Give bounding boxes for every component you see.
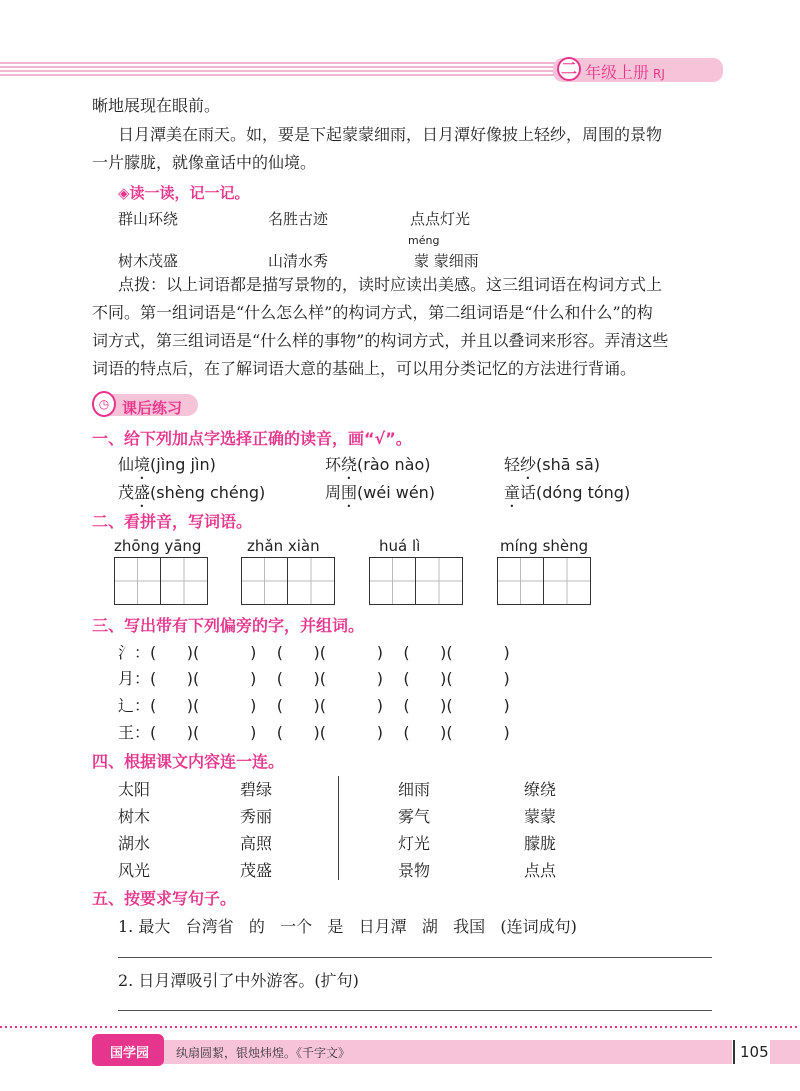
grid-cell[interactable] — [161, 558, 207, 604]
exercise-badge-label: 课后练习 — [122, 399, 183, 417]
writing-grid[interactable] — [497, 557, 591, 605]
question-1-title: 一、给下列加点字选择正确的读音，画“√”。 — [92, 429, 412, 448]
answer-line[interactable] — [118, 957, 712, 958]
sentence-task-1: 1. 最大 台湾省 的 一个 是 日月潭 湖 我国 (连词成句) — [118, 917, 577, 936]
match-item[interactable]: 风光 — [118, 861, 151, 880]
pinyin-hint: méng — [408, 234, 440, 247]
radical-row[interactable]: 辶：( )( ) ( )( ) ( )( ) — [118, 696, 510, 715]
choice-item[interactable]: 环绕(rào nào) — [325, 455, 431, 474]
grid-cell[interactable] — [242, 558, 288, 604]
logo-text: 国学园 — [110, 1046, 150, 1061]
phrase: 名胜古迹 — [268, 210, 329, 228]
footer-divider — [0, 1026, 800, 1028]
match-item[interactable]: 太阳 — [118, 780, 151, 799]
question-3-title: 三、写出带有下列偏旁的字，并组词。 — [92, 616, 365, 635]
text-line: 一片朦胧，就像童话中的仙境。 — [92, 153, 317, 172]
pinyin-label: zhǎn xiàn — [247, 537, 320, 555]
answer-line[interactable] — [118, 1010, 712, 1011]
grid-cell[interactable] — [115, 558, 161, 604]
pinyin-label: huá lì — [379, 537, 421, 555]
phrase: 点点灯光 — [410, 210, 471, 228]
question-4-title: 四、根据课文内容连一连。 — [92, 752, 285, 771]
grade-label: 年级上册 RJ — [585, 63, 665, 82]
text-line: 晰地展现在眼前。 — [92, 96, 221, 115]
match-item[interactable]: 点点 — [524, 861, 557, 880]
tip-line: 不同。第一组词语是“什么怎么样”的构词方式，第二组词语是“什么和什么”的构 — [92, 303, 653, 322]
grid-cell[interactable] — [288, 558, 334, 604]
grade-circle: 二 — [557, 57, 581, 81]
footer-quote: 纨扇圆絜，银烛炜煌。《千字文》 — [176, 1046, 351, 1060]
page-bar — [733, 1040, 735, 1064]
pinyin-label: zhōng yāng — [114, 537, 202, 555]
match-item[interactable]: 细雨 — [398, 780, 431, 799]
writing-grid[interactable] — [369, 557, 463, 605]
page-tab — [770, 1040, 800, 1064]
match-item[interactable]: 缭绕 — [524, 780, 557, 799]
radical-row[interactable]: 月：( )( ) ( )( ) ( )( ) — [118, 669, 510, 688]
header-stripe — [0, 62, 560, 76]
phrase: 群山环绕 — [118, 210, 179, 228]
match-item[interactable]: 秀丽 — [240, 807, 273, 826]
text-line: 日月潭美在雨天。如，要是下起蒙蒙细雨，日月潭好像披上轻纱，周围的景物 — [118, 125, 663, 144]
edition-label: RJ — [653, 67, 665, 81]
phrase: 树木茂盛 — [118, 252, 179, 270]
match-item[interactable]: 碧绿 — [240, 780, 273, 799]
pinyin-label: míng shèng — [500, 537, 589, 555]
writing-grid[interactable] — [241, 557, 335, 605]
phrase: 山清水秀 — [268, 252, 329, 270]
match-item[interactable]: 朦胧 — [524, 834, 557, 853]
question-5-title: 五、按要求写句子。 — [92, 889, 237, 908]
writing-grid[interactable] — [114, 557, 208, 605]
question-2-title: 二、看拼音，写词语。 — [92, 512, 253, 531]
radical-row[interactable]: 王：( )( ) ( )( ) ( )( ) — [118, 723, 510, 742]
radical-row[interactable]: 氵：( )( ) ( )( ) ( )( ) — [118, 643, 510, 662]
grid-cell[interactable] — [498, 558, 544, 604]
match-item[interactable]: 雾气 — [398, 807, 431, 826]
match-item[interactable]: 湖水 — [118, 834, 151, 853]
match-item[interactable]: 蒙蒙 — [524, 807, 557, 826]
grid-cell[interactable] — [544, 558, 590, 604]
match-item[interactable]: 茂盛 — [240, 861, 273, 880]
column-divider — [338, 776, 339, 880]
match-item[interactable]: 树木 — [118, 807, 151, 826]
choice-item[interactable]: 轻纱(shā sā) — [504, 455, 601, 474]
tip-line: 词语的特点后，在了解词语大意的基础上，可以用分类记忆的方法进行背诵。 — [92, 359, 637, 378]
choice-item[interactable]: 仙境(jìng jìn) — [118, 455, 216, 474]
phrase: 蒙 蒙细雨 — [414, 252, 479, 270]
choice-item[interactable]: 茂盛(shèng chéng) — [118, 483, 266, 502]
sentence-task-2: 2. 日月潭吸引了中外游客。(扩句) — [118, 971, 359, 990]
choice-item[interactable]: 童话(dóng tóng) — [504, 483, 631, 502]
tip-line: 点拨：以上词语都是描写景物的，读时应读出美感。这三组词语在构词方式上 — [118, 275, 663, 294]
match-item[interactable]: 高照 — [240, 834, 273, 853]
tip-line: 词方式，第三组词语是“什么样的事物”的构词方式，并且以叠词来形容。弄清这些 — [92, 331, 669, 350]
grid-cell[interactable] — [416, 558, 462, 604]
grid-cell[interactable] — [370, 558, 416, 604]
page-number: 105 — [740, 1043, 769, 1061]
choice-item[interactable]: 周围(wéi wén) — [325, 483, 436, 502]
clock-icon: ◷ — [92, 391, 116, 417]
match-item[interactable]: 景物 — [398, 861, 431, 880]
match-item[interactable]: 灯光 — [398, 834, 431, 853]
read-heading: ◈读一读，记一记。 — [118, 184, 250, 202]
